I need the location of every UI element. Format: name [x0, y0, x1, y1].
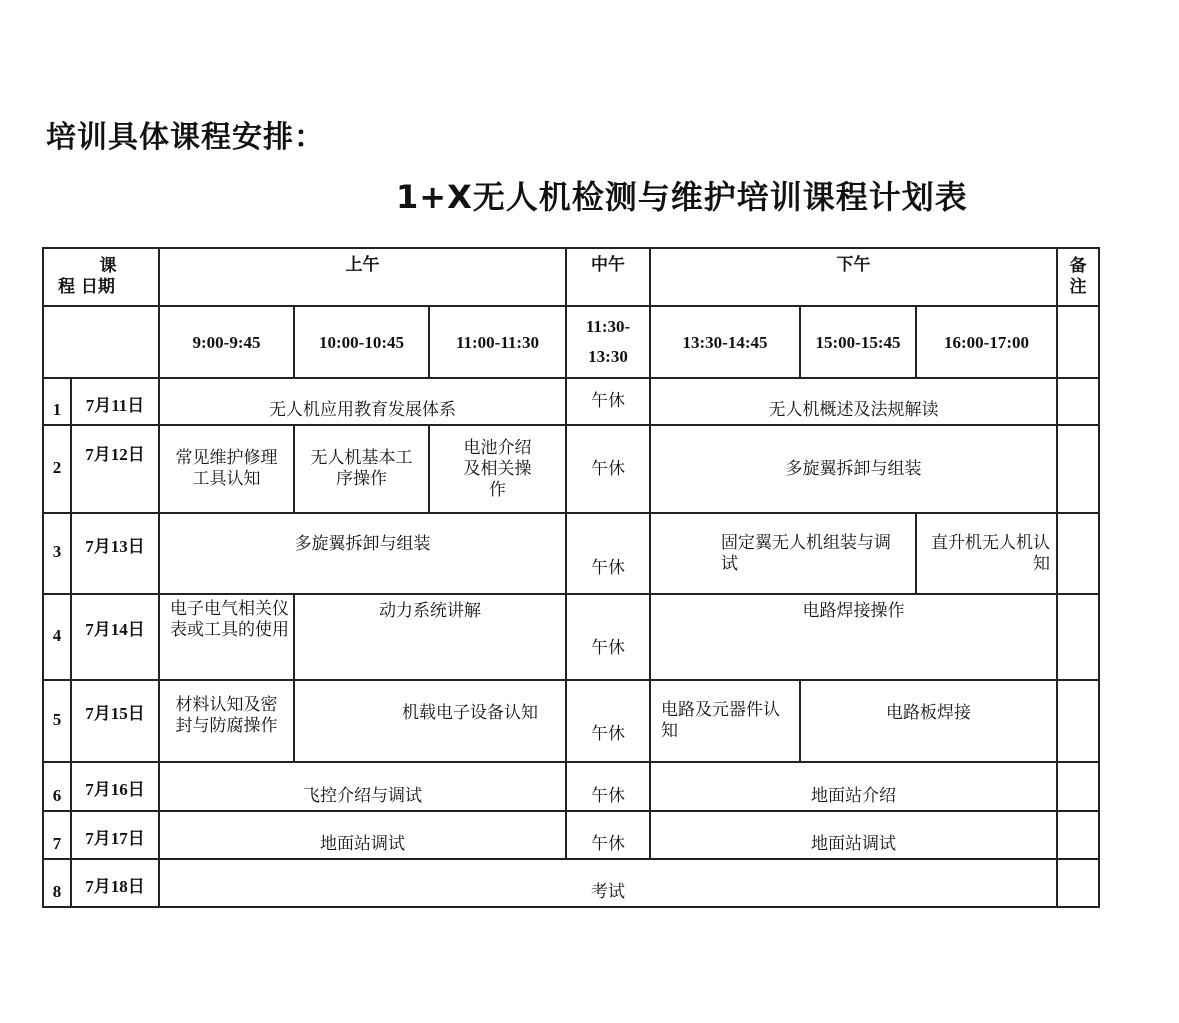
row-number: 3 — [43, 513, 71, 594]
noon-break-cell: 午休 — [566, 594, 650, 680]
course-cell: 多旋翼拆卸与组装 — [159, 513, 566, 594]
row-number: 7 — [43, 811, 71, 859]
remarks-cell — [1057, 513, 1099, 594]
row-number: 8 — [43, 859, 71, 907]
corner-top-label: 课 — [99, 256, 117, 276]
remarks-cell — [1057, 762, 1099, 811]
time-slot: 15:00-15:45 — [800, 306, 916, 378]
row-date: 7月15日 — [71, 680, 159, 762]
course-cell: 无人机应用教育发展体系 — [159, 378, 566, 425]
course-cell: 机载电子设备认知 — [294, 680, 566, 762]
table-row — [43, 680, 1099, 762]
noon-break-cell: 午休 — [566, 680, 650, 762]
course-cell: 电路板焊接 — [800, 680, 1057, 762]
table-row — [43, 513, 1099, 594]
noon-time-start: 11:30- — [585, 317, 631, 336]
table-row — [43, 811, 1099, 859]
section-heading: 培训具体课程安排： — [46, 120, 325, 155]
table-row — [43, 859, 1099, 907]
time-row-blank — [43, 306, 159, 378]
time-row — [43, 306, 1099, 378]
row-number: 2 — [43, 425, 71, 513]
course-cell: 无人机基本工序操作 — [294, 425, 429, 513]
course-cell: 多旋翼拆卸与组装 — [650, 425, 1057, 513]
noon-break-cell: 午休 — [566, 378, 650, 425]
course-cell: 材料认知及密封与防腐操作 — [159, 680, 294, 762]
row-number: 6 — [43, 762, 71, 811]
row-number: 5 — [43, 680, 71, 762]
remarks-cell — [1057, 859, 1099, 907]
course-cell: 电子电气相关仪表或工具的使用 — [159, 594, 294, 680]
noon-header: 中午 — [566, 248, 650, 306]
table-row — [43, 378, 1099, 425]
table-row — [43, 425, 1099, 513]
row-date: 7月14日 — [71, 594, 159, 680]
row-number: 1 — [43, 378, 71, 425]
remarks-cell — [1057, 594, 1099, 680]
noon-break-cell: 午休 — [566, 513, 650, 594]
row-date: 7月13日 — [71, 513, 159, 594]
remarks-cell — [1057, 378, 1099, 425]
course-cell: 地面站介绍 — [650, 762, 1057, 811]
course-cell: 固定翼无人机组装与调试 — [650, 513, 916, 594]
course-cell: 无人机概述及法规解读 — [650, 378, 1057, 425]
exam-cell: 考试 — [159, 859, 1057, 907]
course-cell: 直升机无人机认知 — [916, 513, 1057, 594]
table-row — [43, 594, 1099, 680]
noon-time-slot — [566, 306, 650, 378]
course-cell: 飞控介绍与调试 — [159, 762, 566, 811]
course-cell: 地面站调试 — [159, 811, 566, 859]
course-cell: 常见维护修理工具认知 — [159, 425, 294, 513]
course-cell: 电路焊接操作 — [650, 594, 1057, 680]
time-slot: 10:00-10:45 — [294, 306, 429, 378]
header-row — [43, 248, 1099, 306]
noon-break-cell: 午休 — [566, 811, 650, 859]
morning-header: 上午 — [159, 248, 566, 306]
noon-break-cell: 午休 — [566, 762, 650, 811]
row-number: 4 — [43, 594, 71, 680]
time-slot: 16:00-17:00 — [916, 306, 1057, 378]
row-date: 7月17日 — [71, 811, 159, 859]
course-cell: 地面站调试 — [650, 811, 1057, 859]
course-cell: 电池介绍及相关操作 — [429, 425, 566, 513]
row-date: 7月11日 — [71, 378, 159, 425]
afternoon-header: 下午 — [650, 248, 1057, 306]
time-slot: 11:00-11:30 — [429, 306, 566, 378]
course-schedule-table — [42, 247, 1100, 908]
row-date: 7月16日 — [71, 762, 159, 811]
remarks-cell — [1057, 425, 1099, 513]
noon-time-end: 13:30 — [588, 347, 628, 366]
remarks-cell — [1057, 306, 1099, 378]
noon-break-cell: 午休 — [566, 425, 650, 513]
course-cell: 电路及元器件认知 — [650, 680, 800, 762]
corner-bottom-label: 程 日期 — [58, 277, 115, 297]
time-slot: 9:00-9:45 — [159, 306, 294, 378]
table-row — [43, 762, 1099, 811]
remarks-header: 备注 — [1057, 248, 1099, 306]
schedule-title: 1+X无人机检测与维护培训课程计划表 — [396, 178, 968, 216]
row-date: 7月18日 — [71, 859, 159, 907]
time-slot: 13:30-14:45 — [650, 306, 800, 378]
remarks-cell — [1057, 811, 1099, 859]
remarks-cell — [1057, 680, 1099, 762]
course-cell: 动力系统讲解 — [294, 594, 566, 680]
corner-header-cell — [43, 248, 159, 306]
row-date: 7月12日 — [71, 425, 159, 513]
